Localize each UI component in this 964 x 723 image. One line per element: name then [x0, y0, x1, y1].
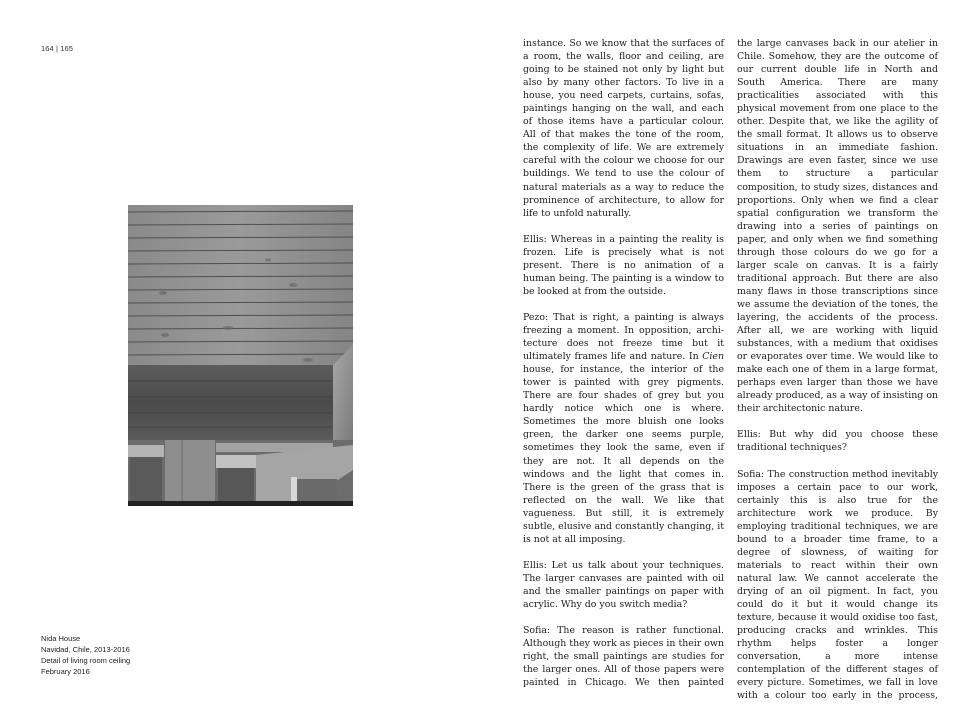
page-numbers: 164 | 165 — [41, 44, 74, 53]
caption-description: Detail of living room ceiling — [41, 656, 131, 665]
text-column-2 — [737, 37, 938, 702]
paragraph: Ellis: Whereas in a painting the reality is frozen. Life is precisely what is not present. There is no animation of a human being. The painting is a window to be looked at from the outside. — [523, 233, 724, 297]
ceiling-photo-graphic — [128, 205, 353, 506]
caption-location-dates: Navidad, Chile, 2013-2016 — [41, 645, 130, 654]
paragraph: instance. So we know that the surfaces of a room, the walls, floor and ceiling, are going to be stained not only by light but also by many other factors. To live in a house, you need carpets, curtains, sofas, paintings hanging on the wall, and each of those items have a particular colour. All of that makes the tone of the room, the complexity of life. We are extremely careful with the colour we choose for our buildings. We tend to use the colour of natural materials as a way to reduce the prominence of architecture, to allow for life to unfold naturally. — [523, 38, 724, 219]
paragraph: Sofia: The reason is rather functional. Although they work as pieces in their own right, the small paintings are studies for the larger ones. All of those papers were painted in Chicago. We then painted — [523, 625, 724, 689]
ceiling-photo — [128, 205, 353, 506]
caption-photo-date: February 2016 — [41, 667, 90, 676]
italic-house-name: Cien — [702, 351, 724, 363]
paragraph: the large canvases back in our atelier in Chile. Somehow, they are the outcome of our current double life in North and South America. There are many practicalities associated with this physical movement from one place to the other. Despite that, we like the agility of the small format. It allows us to observe situations in an immediate fashion. Drawings are even faster, since we use them to structure a particular composition, to study sizes, distances and proportions. Only when we find a clear spatial configuration we transform the drawing into a series of paintings on paper, and only when we find something through those colours do we go for a larger scale on canvas. It is a fairly traditional approach. But there are also many flaws in those transcriptions since we assume the deviation of the tones, the layering, the accidents of the process. After all, we are working with liquid substances, with a medium that oxidises or evaporates over time. We would like to make each one of them in a large format, perhaps even larger than those we have already produced, as a way of insisting on their architectonic nature. — [737, 38, 938, 415]
photo-caption — [41, 633, 130, 677]
paragraph-text: house, for instance, the interior of the tower is painted with grey pigments. There are four shades of grey but you hardly notice which one is where. Sometimes the more bluish one looks green, the darker one seems purple, sometimes they look the same, even if they are not. It all depends on the windows and the light that comes in. There is the green of the grass that is reflected on the wall. We like that vagueness. But still, it is extremely subtle, elusive and constantly changing, it is not at all imposing. — [523, 364, 724, 545]
text-column-1 — [523, 37, 724, 689]
caption-project-name: Nida House — [41, 634, 81, 643]
paragraph: Ellis: But why did you choose these traditional techniques? — [737, 429, 938, 454]
paragraph: Sofia: The construction method inevitably imposes a certain pace to our work, certainly this is also true for the architecture work we produce. By employing traditional techniques, we are bound to a broader time frame, to a degree of slowness, of waiting for materials to react within their own natural law. We cannot accelerate the drying of an oil pigment. In fact, you could do it but it would change its texture, because it would oxidise too fast, producing cracks and wrinkles. This rhythm helps foster a longer conversation, a more intense contemplation of the different stages of every picture. Sometimes, we fall in love with a colour too early in the process, — [737, 468, 938, 702]
paragraph — [523, 311, 724, 546]
paragraph: Ellis: Let us talk about your techniques. The larger canvases are painted with oil and the smaller paintings on paper with acrylic. Why do you switch media? — [523, 559, 724, 611]
paragraph-text: Pezo: That is right, a painting is always freezing a moment. In opposition, architecture does not freeze time but it ultimately frames life and nature. In — [523, 311, 724, 363]
